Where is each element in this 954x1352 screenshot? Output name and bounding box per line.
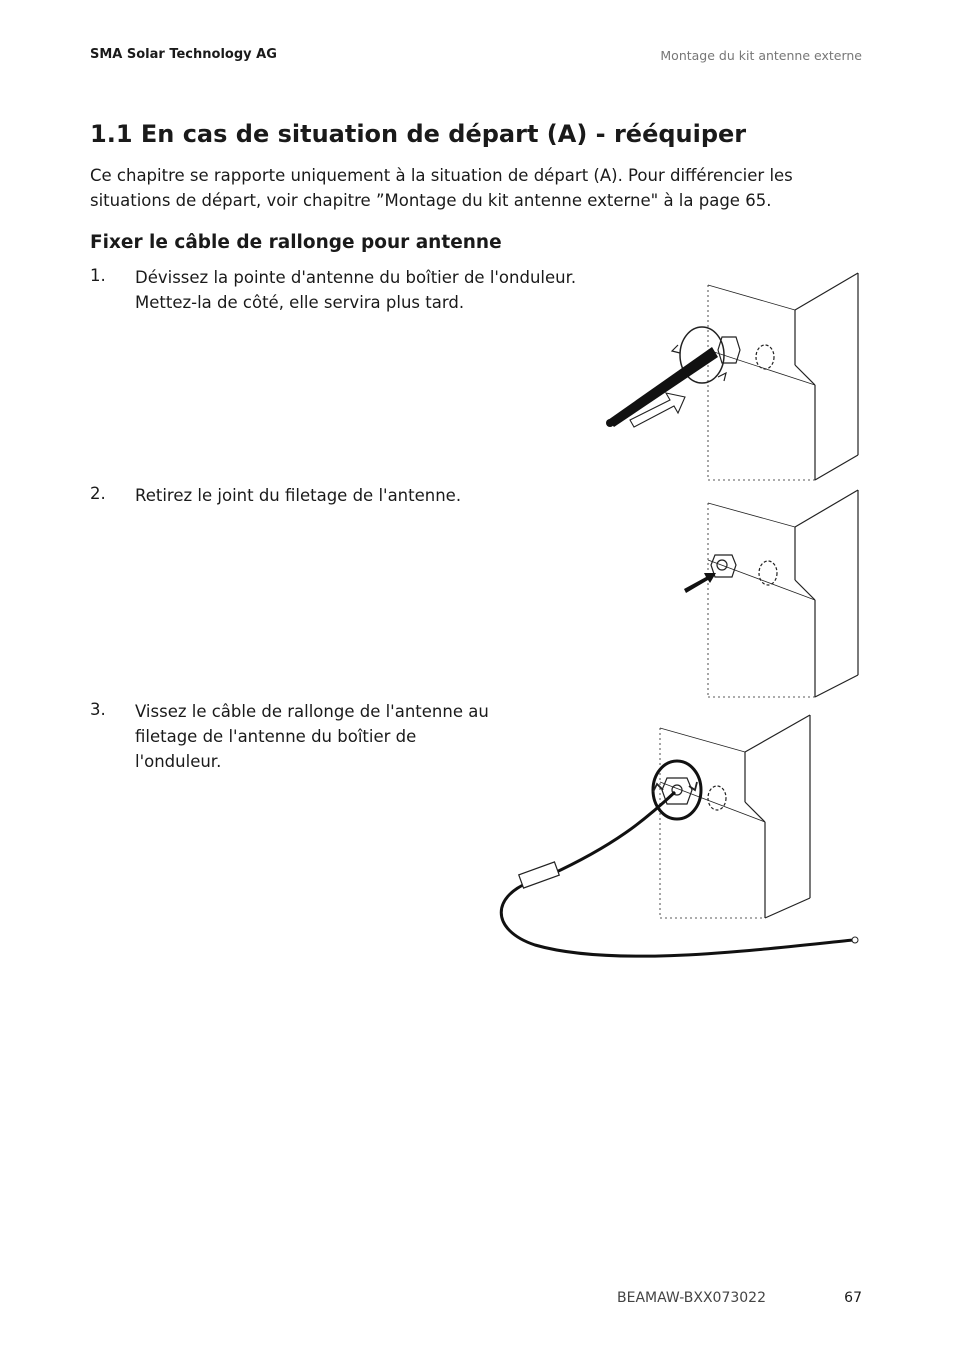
subheading: Fixer le câble de rallonge pour antenne: [90, 232, 502, 253]
illustration-unscrew-antenna: [590, 265, 870, 490]
section-title: 1.1 En cas de situation de départ (A) - rééquiper: [90, 120, 747, 148]
step-1-line-1: Dévissez la pointe d'antenne du boîtier de l'onduleur.: [135, 268, 577, 287]
step-1-number: 1.: [90, 266, 106, 285]
step-3-line-3: l'onduleur.: [135, 752, 222, 771]
step-1-text: [135, 265, 595, 315]
step-3-line-2: filetage de l'antenne du boîtier de: [135, 727, 417, 746]
running-header: Montage du kit antenne externe: [660, 48, 862, 63]
step-3-number: 3.: [90, 700, 106, 719]
page-number: 67: [844, 1290, 862, 1306]
illustration-remove-seal: [670, 485, 870, 705]
step-3-text: [135, 699, 495, 774]
illustration-screw-cable: [495, 710, 865, 960]
step-2-text: [135, 483, 595, 508]
step-1-line-2: Mettez-la de côté, elle servira plus tard.: [135, 293, 465, 312]
document-code: BEAMAW-BXX073022: [617, 1290, 766, 1306]
step-3-line-1: Vissez le câble de rallonge de l'antenne au: [135, 702, 489, 721]
step-2-line-1: Retirez le joint du filetage de l'antenne.: [135, 486, 462, 505]
intro-paragraph: Ce chapitre se rapporte uniquement à la situation de départ (A). Pour différencier les situations de départ, voir chapitre ”Montage du kit antenne externe" à la page 65.: [90, 166, 793, 210]
step-2-number: 2.: [90, 484, 106, 503]
company-name: SMA Solar Technology AG: [90, 47, 277, 62]
